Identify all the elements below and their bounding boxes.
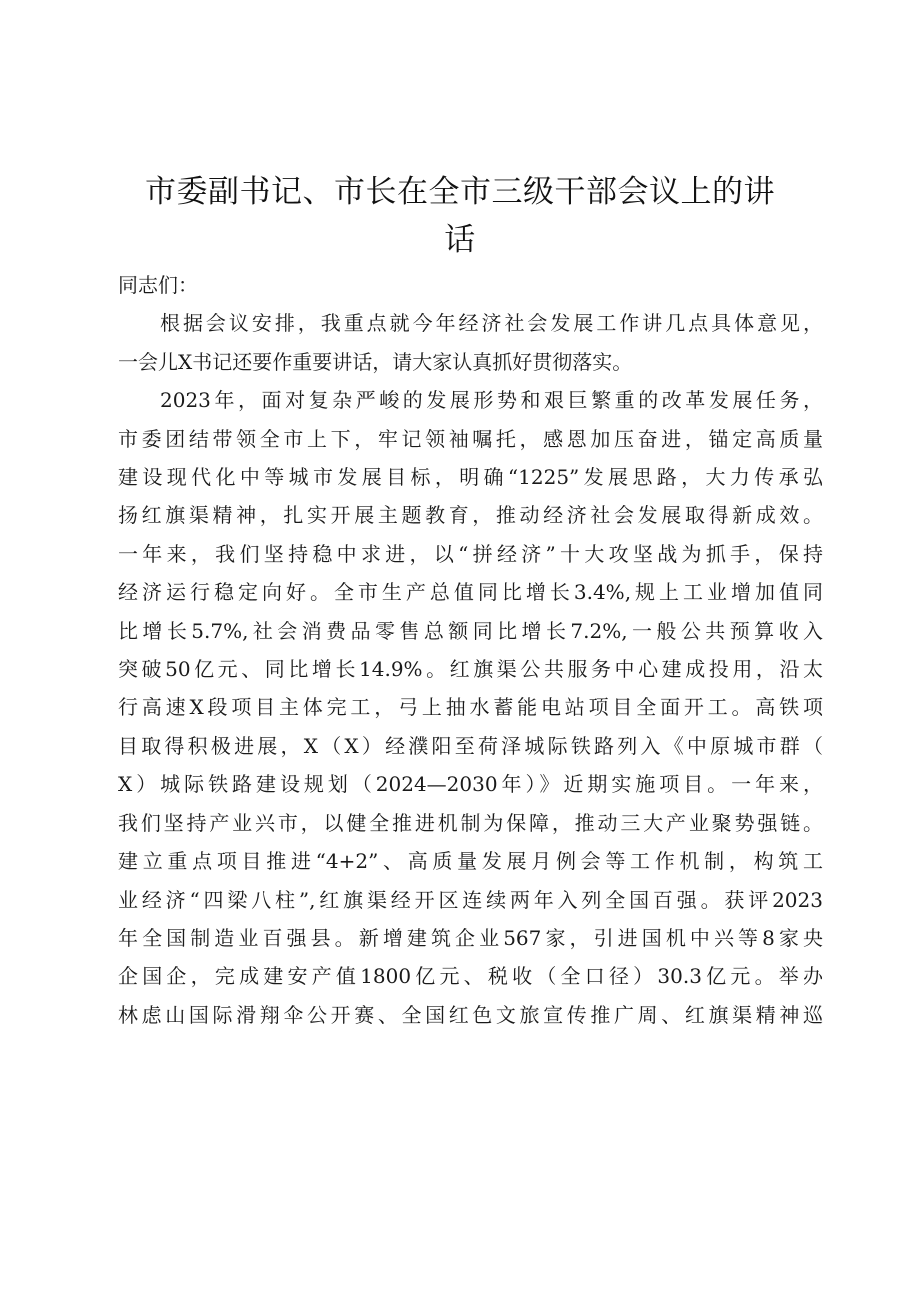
paragraph-line: 根据会议安排，我重点就今年经济社会发展工作讲几点具体意见， <box>160 311 823 336</box>
paragraph-line: 林虑山国际滑翔伞公开赛、全国红色文旅宣传推广周、红旗渠精神巡 <box>118 1002 823 1027</box>
paragraph-line: 突破50亿元、同比增长14.9%。红旗渠公共服务中心建成投用，沿太 <box>118 657 823 682</box>
salutation: 同志们： <box>118 273 198 297</box>
title-line: 话 <box>444 222 476 258</box>
paragraph-line: 市委团结带领全市上下，牢记领袖嘱托，感恩加压奋进，锚定高质量 <box>118 426 823 451</box>
paragraph-line: 扬红旗渠精神，扎实开展主题教育，推动经济社会发展取得新成效。 <box>118 503 823 528</box>
paragraph-line: 一会儿X书记还要作重要讲话，请大家认真抓好贯彻落实。 <box>118 349 633 374</box>
paragraph-line: 2023年，面对复杂严峻的发展形势和艰巨繁重的改革发展任务， <box>160 388 823 413</box>
paragraph-line: 比增长5.7%,社会消费品零售总额同比增长7.2%,一般公共预算收入 <box>118 618 823 643</box>
paragraph-line: 建设现代化中等城市发展目标，明确“1225”发展思路，大力传承弘 <box>118 465 823 490</box>
document-body <box>118 266 823 1034</box>
paragraph-line: 经济运行稳定向好。全市生产总值同比增长3.4%,规上工业增加值同 <box>118 580 823 605</box>
paragraph-line: 目取得积极进展，X（X）经濮阳至荷泽城际铁路列入《中原城市群（ <box>118 733 823 758</box>
title-line: 市委副书记、市长在全市三级干部会议上的讲 <box>145 174 775 210</box>
paragraph-line: 行高速X段项目主体完工，弓上抽水蓄能电站项目全面开工。高铁项 <box>118 695 823 720</box>
paragraph-line: 我们坚持产业兴市，以健全推进机制为保障，推动三大产业聚势强链。 <box>118 810 823 835</box>
paragraph-2 <box>118 381 823 1034</box>
paragraph-line: X）城际铁路建设规划（2024—2030年）》近期实施项目。一年来， <box>118 772 823 797</box>
paragraph-line: 一年来，我们坚持稳中求进，以“拼经济”十大攻坚战为抓手，保持 <box>118 541 823 566</box>
paragraph-1 <box>118 304 823 381</box>
paragraph-line: 业经济“四梁八柱”,红旗渠经开区连续两年入列全国百强。获评2023 <box>118 887 823 912</box>
paragraph-line: 建立重点项目推进“4+2”、高质量发展月例会等工作机制，构筑工 <box>118 849 823 874</box>
paragraph-line: 年全国制造业百强县。新增建筑企业567家，引进国机中兴等8家央 <box>118 925 823 950</box>
document-title <box>100 168 820 264</box>
paragraph-line: 企国企，完成建安产值1800亿元、税收（全口径）30.3亿元。举办 <box>118 964 823 989</box>
